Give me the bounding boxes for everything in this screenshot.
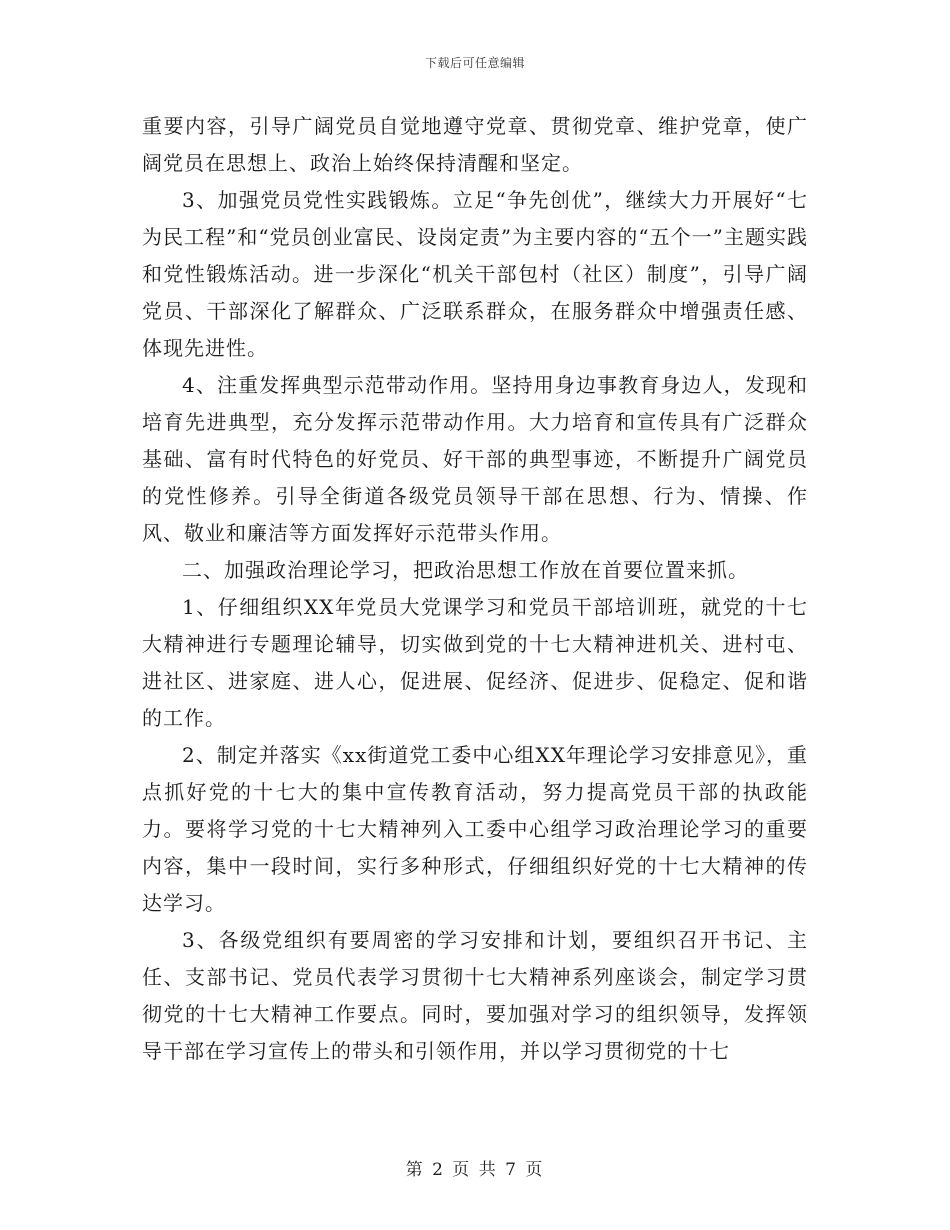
document-body (142, 108, 808, 1070)
paragraph: 重要内容，引导广阔党员自觉地遵守党章、贯彻党章、维护党章，使广阔党员在思想上、政治上始终保持清醒和坚定。 (142, 114, 808, 175)
paragraph: 2、制定并落实《xx街道党工委中心组XX年理论学习安排意见》，重点抓好党的十七大的集中宣传教育活动，努力提高党员干部的执政能力。要将学习党的十七大精神列入工委中心组学习政治理论学习的重要内容，集中一段时间，实行多种形式，仔细组织好党的十七大精神的传达学习。 (142, 743, 808, 915)
paragraph: 1、仔细组织XX年党员大党课学习和党员干部培训班，就党的十七大精神进行专题理论辅导，切实做到党的十七大精神进机关、进村屯、进社区、进家庭、进人心，促进展、促经济、促进步、促稳定、促和谐的工作。 (142, 595, 808, 730)
page-number: 第 2 页 共 7 页 (405, 1160, 545, 1180)
paragraph: 4、注重发挥典型示范带动作用。坚持用身边事教育身边人，发现和培育先进典型，充分发挥示范带动作用。大力培育和宣传具有广泛群众基础、富有时代特色的好党员、好干部的典型事迹，不断提升广阔党员的党性修养。引导全街道各级党员领导干部在思想、行为、情操、作风、敬业和廉洁等方面发挥好示范带头作用。 (142, 373, 808, 545)
page-header: 下载后可任意编辑 (424, 56, 525, 70)
paragraph: 3、加强党员党性实践锻炼。立足“争先创优”，继续大力开展好“七为民工程”和“党员创业富民、设岗定责”为主要内容的“五个一”主题实践和党性锻炼活动。进一步深化“机关干部包村（社区）制度”，引导广阔党员、干部深化了解群众、广泛联系群众，在服务群众中增强责任感、体现先进性。 (142, 188, 808, 360)
paragraph: 3、各级党组织有要周密的学习安排和计划，要组织召开书记、主任、支部书记、党员代表学习贯彻十七大精神系列座谈会，制定学习贯彻党的十七大精神工作要点。同时，要加强对学习的组织领导，发挥领导干部在学习宣传上的带头和引领作用，并以学习贯彻党的十七 (142, 928, 808, 1063)
section-heading: 二、加强政治理论学习，把政治思想工作放在首要位置来抓。 (182, 558, 749, 582)
